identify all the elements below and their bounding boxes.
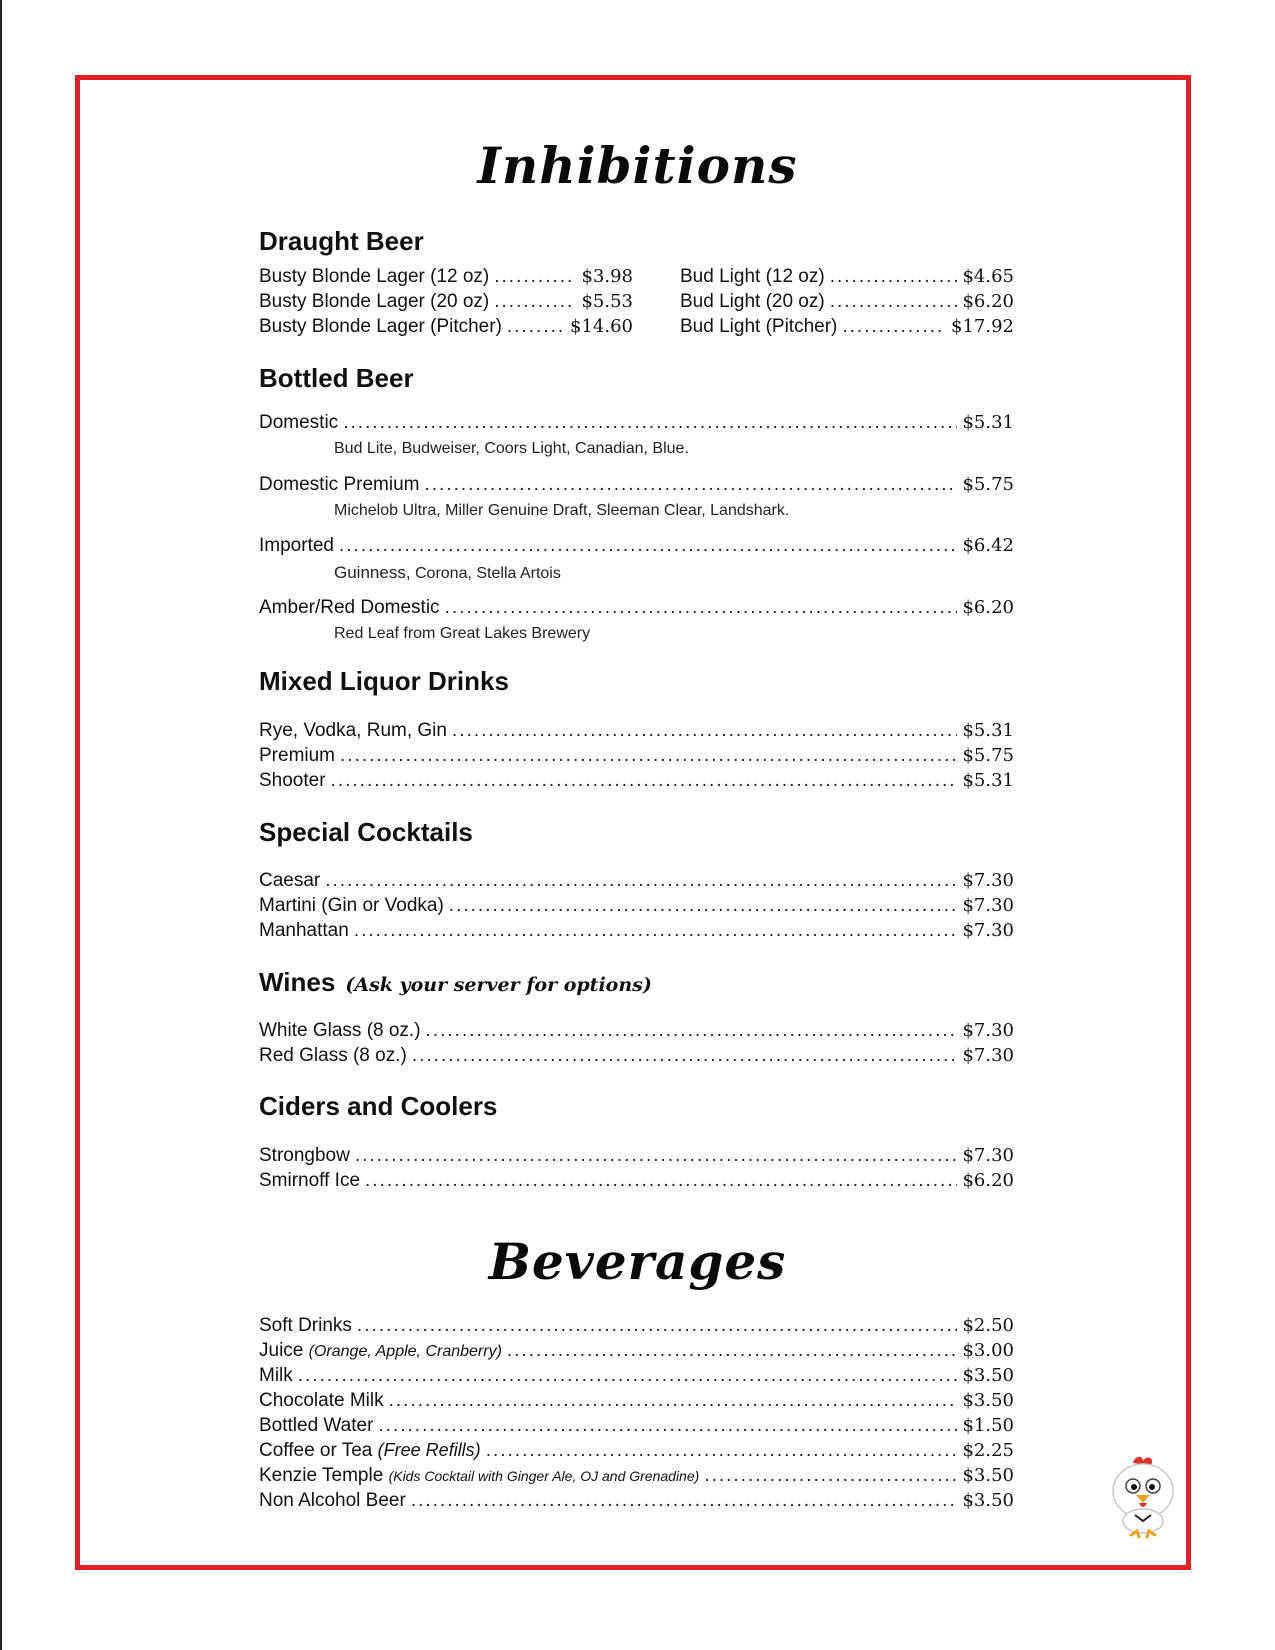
item-name: Bottled Water (259, 1415, 374, 1436)
item-name: Milk (259, 1365, 293, 1386)
menu-item (259, 1440, 1014, 1464)
item-name: Chocolate Milk (259, 1390, 384, 1411)
item-price: $6.42 (962, 535, 1014, 556)
item-price: $14.60 (570, 316, 633, 337)
item-label (259, 1390, 384, 1412)
dot-leader (452, 720, 958, 742)
item-price: $7.30 (962, 920, 1014, 941)
menu-item (259, 1465, 1014, 1489)
item-price: $5.31 (962, 770, 1014, 791)
menu-item (259, 474, 1014, 498)
item-label (259, 1490, 406, 1512)
dot-leader (339, 535, 957, 557)
item-detail: (Kids Cocktail with Ginger Ale, OJ and Grenadine) (388, 1468, 700, 1484)
item-name: Kenzie Temple (259, 1465, 384, 1486)
menu-item (259, 1145, 1014, 1169)
menu-item (259, 1390, 1014, 1414)
item-label: Manhattan (259, 920, 349, 941)
item-label: Red Glass (8 oz.) (259, 1045, 407, 1066)
item-label: Domestic (259, 412, 339, 433)
item-name: Coffee or Tea (259, 1440, 373, 1461)
item-price: $4.65 (962, 266, 1014, 287)
item-price: $3.50 (962, 1365, 1014, 1386)
item-label (259, 1440, 481, 1462)
menu-item (259, 895, 1014, 919)
menu-title: Inhibitions (477, 136, 798, 195)
dot-leader (378, 1415, 957, 1437)
item-price: $3.98 (581, 266, 633, 287)
item-name: Juice (259, 1340, 304, 1361)
item-note: Red Leaf from Great Lakes Brewery (334, 625, 591, 642)
dot-leader (355, 1145, 958, 1167)
dot-leader (411, 1490, 958, 1512)
menu-item (259, 291, 633, 315)
item-price: $2.50 (962, 1315, 1014, 1336)
menu-item (259, 316, 633, 340)
item-detail: (Orange, Apple, Cranberry) (308, 1343, 502, 1360)
item-price: $2.25 (962, 1440, 1014, 1461)
item-label: Imported (259, 535, 334, 556)
dot-leader (325, 870, 957, 892)
item-price: $5.31 (962, 412, 1014, 433)
menu-item (680, 291, 1014, 315)
item-note-lead: Guinness, (334, 563, 411, 582)
item-price: $6.20 (962, 291, 1014, 312)
item-price: $5.53 (581, 291, 633, 312)
dot-leader (426, 1020, 958, 1042)
chicken-mascot-icon (1103, 1455, 1183, 1541)
item-price: $3.50 (962, 1465, 1014, 1486)
dot-leader (830, 266, 958, 288)
item-label (259, 1415, 373, 1437)
section-heading-mixed-liquor: Mixed Liquor Drinks (259, 666, 509, 696)
item-price: $6.20 (962, 1170, 1014, 1191)
menu-item (259, 1170, 1014, 1194)
item-price: $7.30 (962, 1045, 1014, 1066)
item-price: $7.30 (962, 895, 1014, 916)
item-label: Caesar (259, 870, 321, 891)
dot-leader (357, 1315, 958, 1337)
item-note: Michelob Ultra, Miller Genuine Draft, Sleeman Clear, Landshark. (334, 502, 790, 519)
dot-leader (445, 597, 958, 619)
page-edge-rule (0, 0, 2, 1650)
item-price: $5.75 (962, 474, 1014, 495)
dot-leader (412, 1045, 958, 1067)
item-name: Soft Drinks (259, 1315, 352, 1336)
dot-leader (494, 291, 576, 313)
item-note (334, 563, 561, 583)
item-price: $5.75 (962, 745, 1014, 766)
dot-leader (842, 316, 946, 338)
item-price: $7.30 (962, 1020, 1014, 1041)
item-price: $1.50 (962, 1415, 1014, 1436)
item-label (259, 1365, 293, 1387)
menu-item (259, 870, 1014, 894)
dot-leader (507, 1340, 958, 1362)
menu-item (680, 266, 1014, 290)
menu-item (259, 597, 1014, 621)
item-label: Busty Blonde Lager (20 oz) (259, 291, 490, 312)
item-label: Domestic Premium (259, 474, 420, 495)
menu-item (259, 412, 1014, 436)
item-price: $5.31 (962, 720, 1014, 741)
menu-item (259, 1365, 1014, 1389)
dot-leader (449, 895, 958, 917)
item-price: $3.50 (962, 1390, 1014, 1411)
dot-leader (389, 1390, 958, 1412)
menu-item (259, 535, 1014, 559)
section-heading-wines (259, 967, 652, 998)
beverages-title: Beverages (488, 1232, 787, 1291)
section-heading-special-cocktails: Special Cocktails (259, 817, 473, 847)
item-name: Non Alcohol Beer (259, 1490, 406, 1511)
dot-leader (494, 266, 576, 288)
dot-leader (830, 291, 958, 313)
wines-title: Wines (259, 967, 336, 997)
item-label: Busty Blonde Lager (12 oz) (259, 266, 490, 287)
item-label: Rye, Vodka, Rum, Gin (259, 720, 447, 741)
item-detail: (Free Refills) (377, 1440, 481, 1460)
item-price: $7.30 (962, 870, 1014, 891)
dot-leader (343, 412, 957, 434)
item-label: Shooter (259, 770, 326, 791)
item-note-rest: Corona, Stella Artois (415, 565, 561, 582)
dot-leader (298, 1365, 958, 1387)
menu-item (259, 1415, 1014, 1439)
item-label: White Glass (8 oz.) (259, 1020, 421, 1041)
item-label: Busty Blonde Lager (Pitcher) (259, 316, 502, 337)
item-label (259, 1315, 352, 1337)
item-label (259, 1340, 502, 1362)
item-label: Strongbow (259, 1145, 350, 1166)
dot-leader (424, 474, 957, 496)
item-price: $6.20 (962, 597, 1014, 618)
dot-leader (704, 1465, 957, 1487)
menu-item (259, 1020, 1014, 1044)
item-label: Martini (Gin or Vodka) (259, 895, 444, 916)
dot-leader (340, 745, 957, 767)
item-label: Premium (259, 745, 336, 766)
item-label: Bud Light (Pitcher) (680, 316, 838, 337)
item-label: Bud Light (12 oz) (680, 266, 825, 287)
menu-item (259, 720, 1014, 744)
section-heading-ciders: Ciders and Coolers (259, 1091, 498, 1121)
menu-item (259, 745, 1014, 769)
section-heading-bottled-beer: Bottled Beer (259, 363, 414, 393)
wines-note: (Ask your server for options) (345, 974, 652, 996)
item-price: $17.92 (951, 316, 1014, 337)
item-label: Bud Light (20 oz) (680, 291, 825, 312)
menu-item (259, 1340, 1014, 1364)
menu-item (259, 266, 633, 290)
item-price: $3.50 (962, 1490, 1014, 1511)
menu-item (259, 1315, 1014, 1339)
dot-leader (365, 1170, 957, 1192)
menu-item (259, 920, 1014, 944)
dot-leader (486, 1440, 958, 1462)
menu-item (259, 1045, 1014, 1069)
item-label: Amber/Red Domestic (259, 597, 440, 618)
dot-leader (331, 770, 958, 792)
item-note: Bud Lite, Budweiser, Coors Light, Canadian, Blue. (334, 440, 689, 457)
item-price: $3.00 (962, 1340, 1014, 1361)
section-heading-draught-beer: Draught Beer (259, 226, 424, 256)
menu-item (680, 316, 1014, 340)
menu-item (259, 770, 1014, 794)
dot-leader (507, 316, 565, 338)
item-label: Smirnoff Ice (259, 1170, 361, 1191)
item-price: $7.30 (962, 1145, 1014, 1166)
item-label (259, 1465, 699, 1487)
menu-item (259, 1490, 1014, 1514)
dot-leader (354, 920, 958, 942)
